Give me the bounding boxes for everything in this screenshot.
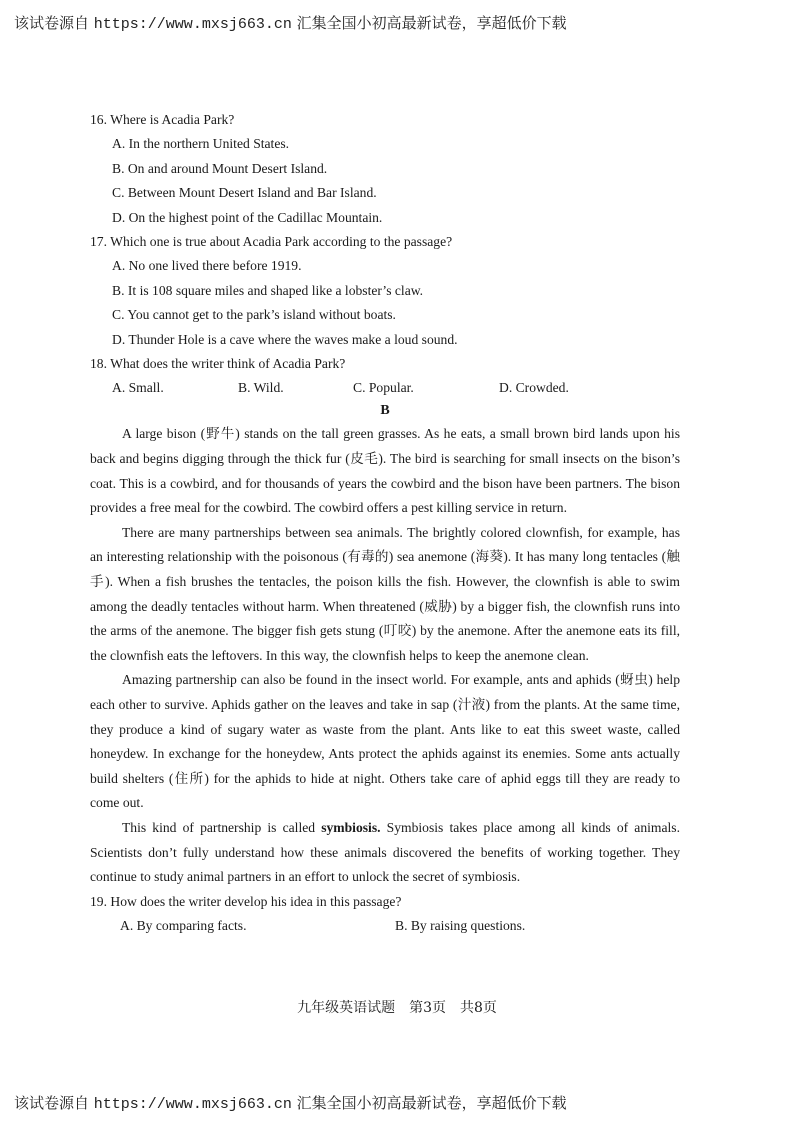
section-b-title: B	[380, 403, 390, 419]
banner-url-link[interactable]: https://www.mxsj663.cn	[93, 16, 292, 33]
passage-paragraph-4	[90, 816, 680, 890]
passage-paragraph-2: There are many partnerships between sea animals. The brightly colored clownfish, for example, has an interesting relationship with the poisonous (有毒的) sea anemone (海葵). It has many long tentacles (触手). When a fish brushes the tentacles, the poison kills the fish. However, the clownfish is able to swim among the deadly tentacles without harm. When threatened (威胁) by a bigger fish, the clownfish runs into the arms of the anemone. The bigger fish gets stung (叮咬) by the anemone. After the anemone eats its fill, the clownfish eats the leftovers. In this way, the clownfish helps to keep the anemone clean.	[90, 524, 680, 663]
q18-options	[112, 376, 680, 400]
passage-paragraph-3: Amazing partnership can also be found in the insect world. For example, ants and aphids (蚜虫) help each other to survive. Aphids gather on the leaves and take in sap (汁液) from the plants. At the same time, they produce a kind of sugary water as waste from the plant. Ants like to eat this sweet waste, called honeydew. In exchange for the honeydew, Ants protect the aphids against its enemies. Some ants actually build shelters (住所) for the aphids to hide at night. Others take care of aphid eggs till they are ready to come out.	[90, 672, 680, 811]
q17-option-b: B. It is 108 square miles and shaped like a lobster’s claw.	[112, 282, 424, 298]
q18-option-d: D. Crowded.	[499, 380, 569, 396]
source-banner-bottom	[14, 1092, 567, 1113]
q17-option-c: C. You cannot get to the park’s island without boats.	[112, 307, 396, 323]
q19-options	[112, 914, 680, 938]
q16-option-d: D. On the highest point of the Cadillac Mountain.	[112, 209, 383, 225]
q17-option-a: A. No one lived there before 1919.	[112, 258, 302, 274]
q17-option-d: D. Thunder Hole is a cave where the waves make a loud sound.	[112, 331, 458, 347]
page-footer: 九年级英语试题 第3页 共8页	[297, 1000, 497, 1016]
q18-option-c: C. Popular.	[353, 380, 414, 396]
q16-option-b: B. On and around Mount Desert Island.	[112, 160, 328, 176]
question-17: 17. Which one is true about Acadia Park according to the passage?	[90, 234, 453, 250]
q16-option-c: C. Between Mount Desert Island and Bar Island.	[112, 185, 377, 201]
question-16: 16. Where is Acadia Park?	[90, 112, 235, 127]
q19-option-a: A. By comparing facts.	[120, 918, 247, 934]
page-content	[90, 108, 680, 938]
q18-option-a: A. Small.	[112, 380, 164, 396]
banner-suffix: 汇集全国小初高最新试卷，享超低价下载	[296, 14, 567, 32]
banner-url-link[interactable]: https://www.mxsj663.cn	[93, 1096, 292, 1113]
q19-option-b: B. By raising questions.	[395, 918, 526, 934]
q18-option-b: B. Wild.	[238, 380, 284, 396]
passage-paragraph-1: A large bison (野牛) stands on the tall green grasses. As he eats, a small brown bird lands upon his back and begins digging through the thick fur (皮毛). The bird is searching for small insects on the bison’s coat. This is a cowbird, and for thousands of years the cowbird and the bison have been partners. The bison provides a free meal for the cowbird. The cowbird offers a pest killing service in return.	[90, 426, 680, 516]
p4-text-before: This kind of partnership is called	[122, 819, 322, 835]
banner-suffix: 汇集全国小初高最新试卷，享超低价下载	[296, 1094, 567, 1112]
banner-prefix: 该试卷源自	[14, 14, 90, 32]
p4-keyword: symbiosis.	[321, 819, 381, 835]
question-19: 19. How does the writer develop his idea in this passage?	[90, 893, 402, 909]
p4-text-after: Symbiosis takes place among all kinds of animals. Scientists don’t fully understand how these animals discovered the benefits of working together. They continue to study animal partners in an effort to unlock the secret of symbiosis.	[90, 819, 680, 885]
question-18: 18. What does the writer think of Acadia Park?	[90, 356, 346, 372]
banner-prefix: 该试卷源自	[14, 1094, 90, 1112]
source-banner-top	[14, 12, 567, 33]
q16-option-a: A. In the northern United States.	[112, 136, 290, 152]
